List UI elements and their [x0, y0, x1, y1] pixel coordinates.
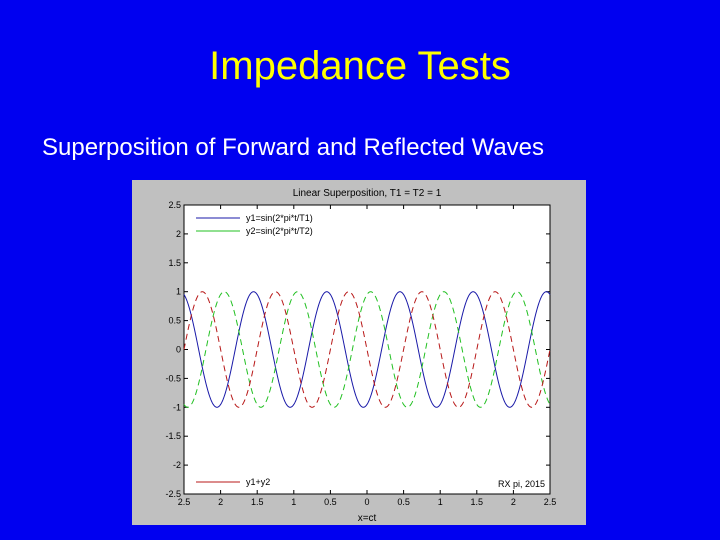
legend-label-y2: y2=sin(2*pi*t/T2) — [246, 226, 313, 236]
line-chart — [132, 180, 586, 525]
y-tick-label: 2.5 — [168, 200, 181, 210]
x-tick-label: 1.5 — [470, 497, 484, 507]
x-tick-label: 0 — [364, 497, 370, 507]
plot-area — [184, 205, 550, 494]
x-tick-label: 2.5 — [177, 497, 191, 507]
x-tick-label: 2 — [218, 497, 224, 507]
y-tick-label: -0.5 — [165, 373, 181, 384]
y-tick-label: -1.5 — [165, 431, 181, 442]
slide-title: Impedance Tests — [209, 44, 511, 88]
x-tick-label: 1 — [437, 497, 443, 507]
chart-figure — [132, 180, 586, 525]
y-tick-label: 1.5 — [168, 257, 181, 268]
x-tick-label: 2.5 — [543, 497, 557, 507]
y-tick-label: -2 — [172, 460, 181, 471]
legend-label-y1: y1=sin(2*pi*t/T1) — [246, 213, 313, 223]
x-tick-label: 1 — [291, 497, 297, 507]
x-tick-label: 2 — [510, 497, 516, 507]
x-tick-label: 0.5 — [324, 497, 337, 507]
y-tick-label: -1 — [172, 402, 181, 413]
slide-subtitle: Superposition of Forward and Reflected Waves — [42, 134, 545, 161]
y-tick-label: 0 — [175, 344, 181, 355]
legend-label-sum: y1+y2 — [246, 477, 271, 487]
x-axis-label: x=ct — [357, 513, 377, 524]
chart-title: Linear Superposition, T1 = T2 = 1 — [292, 188, 442, 199]
y-tick-label: 0.5 — [168, 315, 181, 326]
y-tick-label: 1 — [175, 286, 181, 297]
x-tick-label: 1.5 — [250, 497, 264, 507]
y-tick-label: -2.5 — [165, 489, 181, 499]
chart-annotation: RX pi, 2015 — [497, 479, 545, 489]
x-tick-label: 0.5 — [397, 497, 410, 507]
y-tick-label: 2 — [175, 228, 181, 239]
